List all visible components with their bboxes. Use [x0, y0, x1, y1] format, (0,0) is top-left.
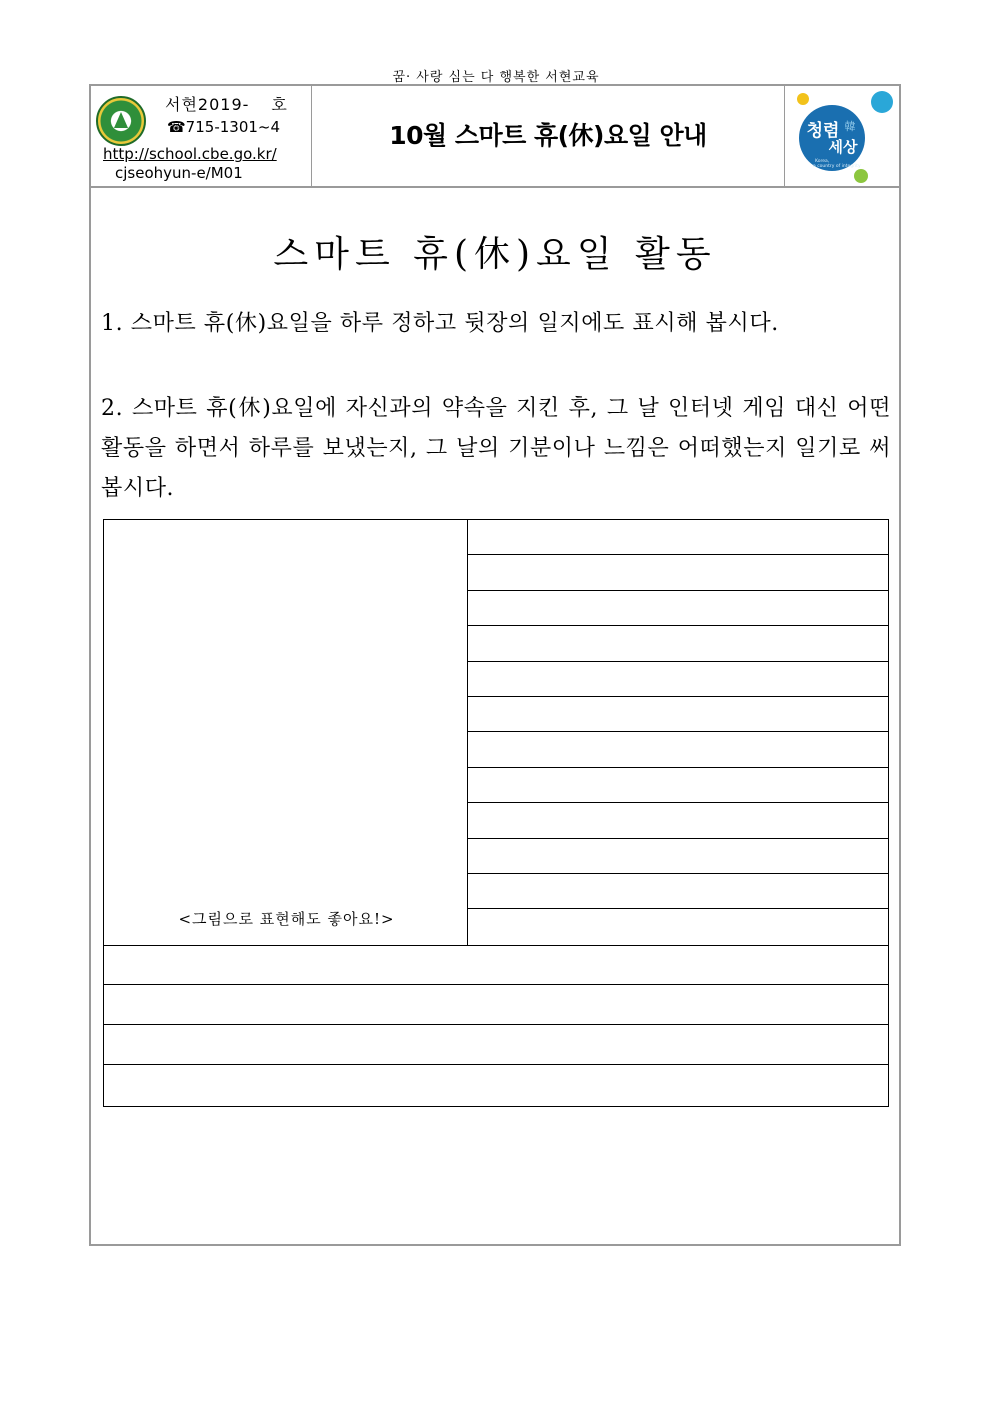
drawing-box[interactable] — [103, 519, 468, 946]
writing-line[interactable] — [468, 626, 888, 661]
logo-tagline-1: Korea, — [815, 159, 830, 164]
diary-form — [103, 519, 889, 1109]
diary-lines-right — [467, 519, 889, 946]
header-logo-block — [784, 86, 899, 186]
diary-lines-bottom — [103, 945, 889, 1107]
document-header — [91, 86, 899, 188]
drawing-caption: <그림으로 표현해도 좋아요!> — [178, 910, 395, 928]
instruction-2: 2. 스마트 휴(休)요일에 자신과의 약속을 지킨 후, 그 날 인터넷 게임 대신 어떤 활동을 하면서 하루를 보냈는지, 그 날의 기분이나 느낌은 어떠했는지 일기로 써 봅시다. — [101, 396, 891, 501]
writing-line[interactable] — [468, 732, 888, 767]
writing-line-wide[interactable] — [104, 945, 888, 985]
school-url-link[interactable]: http://school.cbe.go.kr/ — [103, 145, 277, 163]
writing-line-wide[interactable] — [104, 1025, 888, 1065]
logo-dot-yellow — [797, 93, 809, 105]
writing-line[interactable] — [468, 839, 888, 874]
header-info-block — [91, 86, 312, 186]
logo-text-sub: 세상 — [828, 138, 858, 156]
logo-text-main: 청렴 — [806, 121, 840, 141]
logo-dot-green — [854, 169, 868, 183]
document-number — [165, 92, 288, 115]
writing-line[interactable] — [468, 803, 888, 838]
writing-line[interactable] — [468, 697, 888, 732]
writing-line[interactable] — [468, 874, 888, 909]
school-motto: 꿈· 사랑 심는 다 행복한 서현교육 — [392, 70, 600, 85]
logo-tagline-2: a country of integrity — [813, 164, 861, 169]
document-code: cjseohyun-e/M01 — [115, 164, 243, 182]
writing-line[interactable] — [468, 520, 888, 555]
logo-text-hanja: 韓 — [844, 120, 856, 133]
writing-line[interactable] — [468, 591, 888, 626]
integrity-logo-icon — [785, 86, 899, 186]
activity-heading: 스마트 휴(休)요일 활동 — [273, 234, 717, 275]
writing-line[interactable] — [468, 909, 888, 944]
document-frame — [89, 84, 901, 1246]
writing-line[interactable] — [468, 768, 888, 803]
document-number-suffix: 호 — [271, 95, 288, 114]
school-seal-icon — [96, 96, 146, 146]
phone-number: ☎715-1301~4 — [167, 118, 281, 136]
writing-line-wide[interactable] — [104, 1065, 888, 1105]
logo-dot-cyan — [871, 91, 893, 113]
writing-line[interactable] — [468, 662, 888, 697]
writing-line-wide[interactable] — [104, 985, 888, 1025]
document-title: 10월 스마트 휴(休)요일 안내 — [389, 121, 707, 150]
instruction-1: 1. 스마트 휴(休)요일을 하루 정하고 뒷장의 일지에도 표시해 봅시다. — [101, 311, 779, 336]
document-number-value: 서현2019- — [165, 95, 250, 114]
writing-line[interactable] — [468, 555, 888, 590]
